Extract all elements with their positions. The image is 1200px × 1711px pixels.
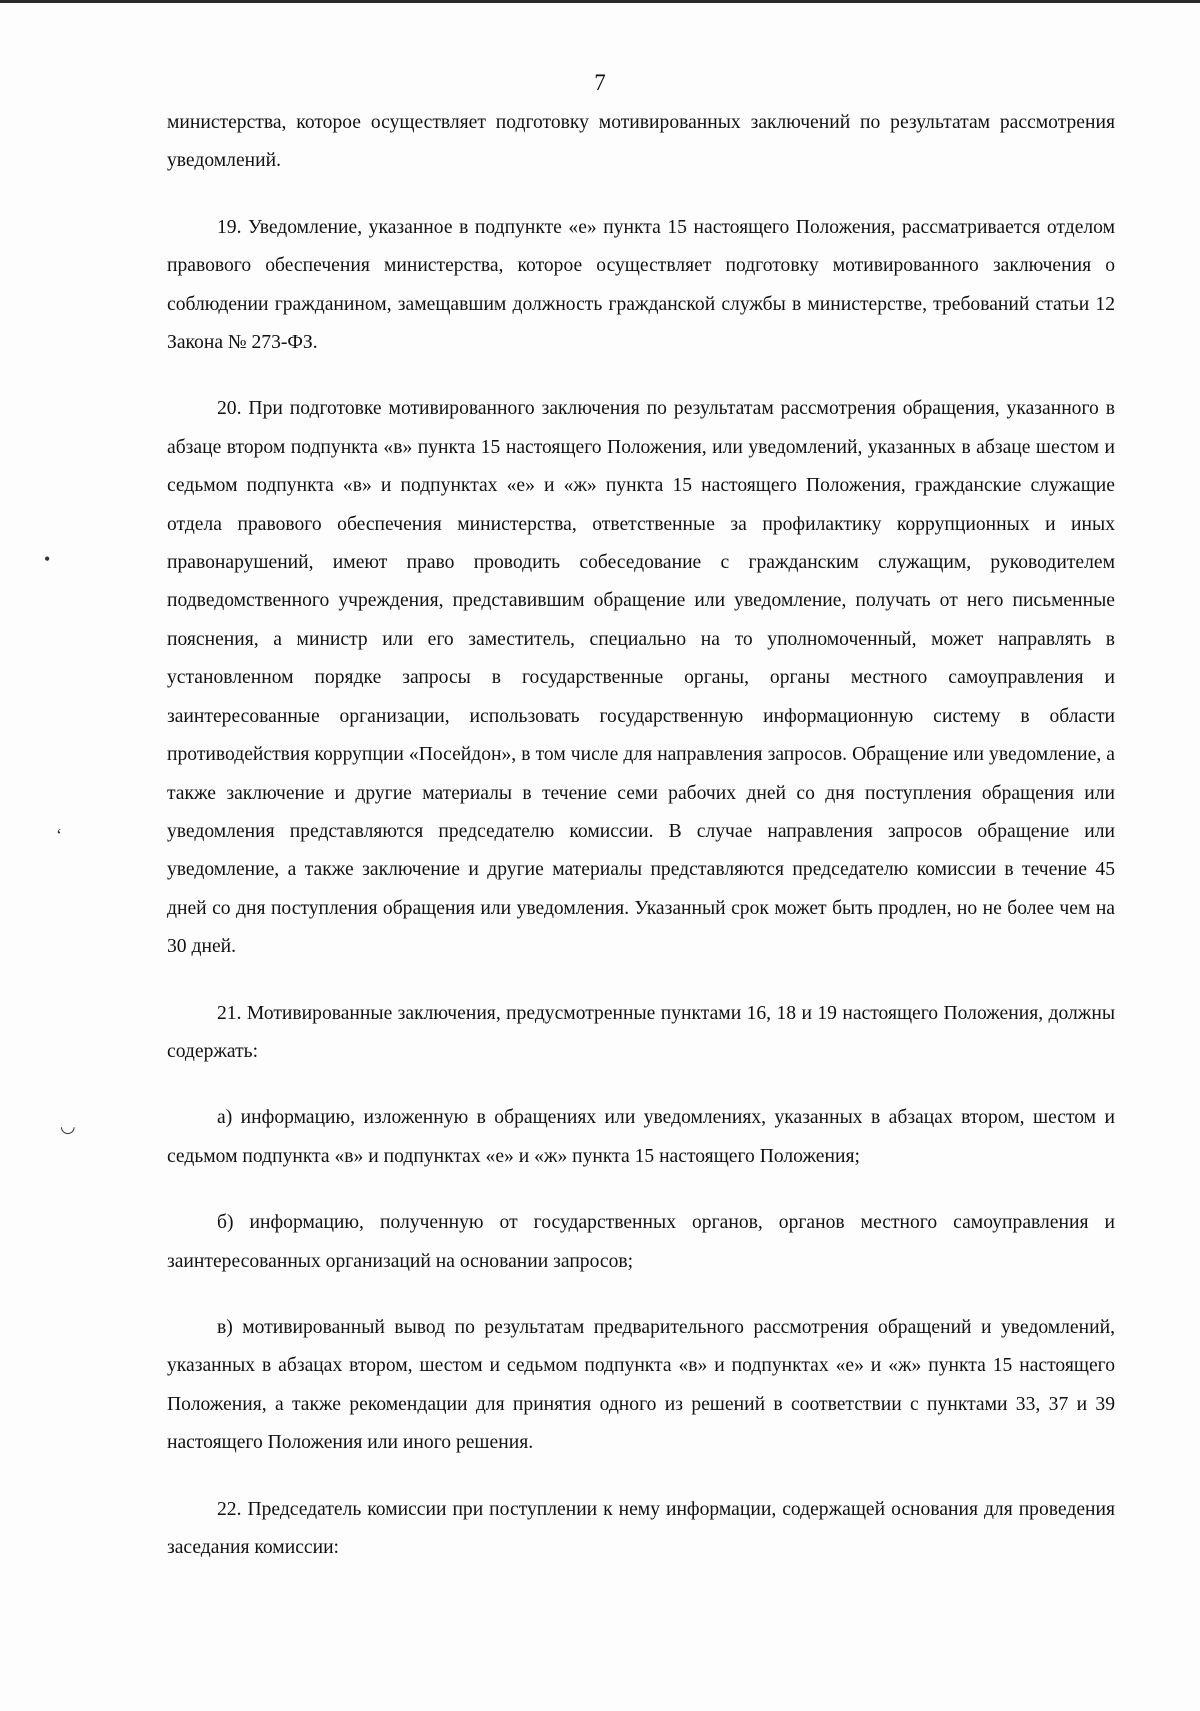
paragraph-22: 22. Председатель комиссии при поступлении к нему информации, содержащей основания для проведения заседания комиссии: (167, 1498, 1115, 1558)
scan-artifact-mark: ◡ (60, 1116, 76, 1136)
document-body (167, 104, 1115, 1567)
paragraph-21-b: б) информацию, полученную от государственных органов, органов местного самоуправления и заинтересованных организаций на основании запросов; (167, 1212, 1115, 1272)
paragraph-21-c: в) мотивированный вывод по результатам предварительного рассмотрения обращений и уведомлений, указанных в абзацах втором, шестом и седьмом подпункта «в» и подпунктах «е» и «ж» пункта 15 настоящего Положения, а также рекомендации для принятия одного из решений в соответствии с пунктами 33, 37 и 39 настоящего Положения или иного решения. (167, 1316, 1115, 1454)
paragraph-20: 20. При подготовке мотивированного заключения по результатам рассмотрения обращения, указанного в абзаце втором подпункта «в» пункта 15 настоящего Положения, или уведомлений, указанных в абзаце шестом и седьмом подпункта «в» и подпунктах «е» и «ж» пункта 15 настоящего Положения, гражданские служащие отдела правового обеспечения министерства, ответственные за профилактику коррупционных и иных правонарушений, имеют право проводить собеседование с гражданским служащим, руководителем подведомственного учреждения, представившим обращение или уведомление, получать от него письменные пояснения, а министр или его заместитель, специально на то уполномоченный, может направлять в установленном порядке запросы в государственные органы, органы местного самоуправления и заинтересованные организации, использовать государственную информационную систему в области противодействия коррупции «Посейдон», в том числе для направления запросов. Обращение или уведомление, а также заключение и другие материалы в течение семи рабочих дней со дня поступления обращения или уведомления представляются председателю комиссии. В случае направления запросов обращение или уведомление, а также заключение и другие материалы представляются председателю комиссии в течение 45 дней со дня поступления обращения или уведомления. Указанный срок может быть продлен, но не более чем на 30 дней. (167, 398, 1115, 958)
page-number: 7 (594, 70, 606, 95)
paragraph-21-a: а) информацию, изложенную в обращениях или уведомлениях, указанных в абзацах втором, шестом и седьмом подпункта «в» и подпунктах «е» и «ж» пункта 15 настоящего Положения; (167, 1107, 1115, 1167)
paragraph-continuation: министерства, которое осуществляет подготовку мотивированных заключений по результатам рассмотрения уведомлений. (167, 112, 1115, 172)
scan-artifact-mark: • (44, 549, 51, 569)
scan-artifact-mark: ʻ (56, 825, 62, 845)
paragraph-21: 21. Мотивированные заключения, предусмотренные пунктами 16, 18 и 19 настоящего Положения, должны содержать: (167, 1002, 1115, 1062)
paragraph-19: 19. Уведомление, указанное в подпункте «е» пункта 15 настоящего Положения, рассматривается отделом правового обеспечения министерства, которое осуществляет подготовку мотивированного заключения о соблюдении гражданином, замещавшим должность гражданской службы в министерстве, требований статьи 12 Закона № 273-ФЗ. (167, 216, 1115, 354)
top-scan-edge (0, 0, 1200, 3)
